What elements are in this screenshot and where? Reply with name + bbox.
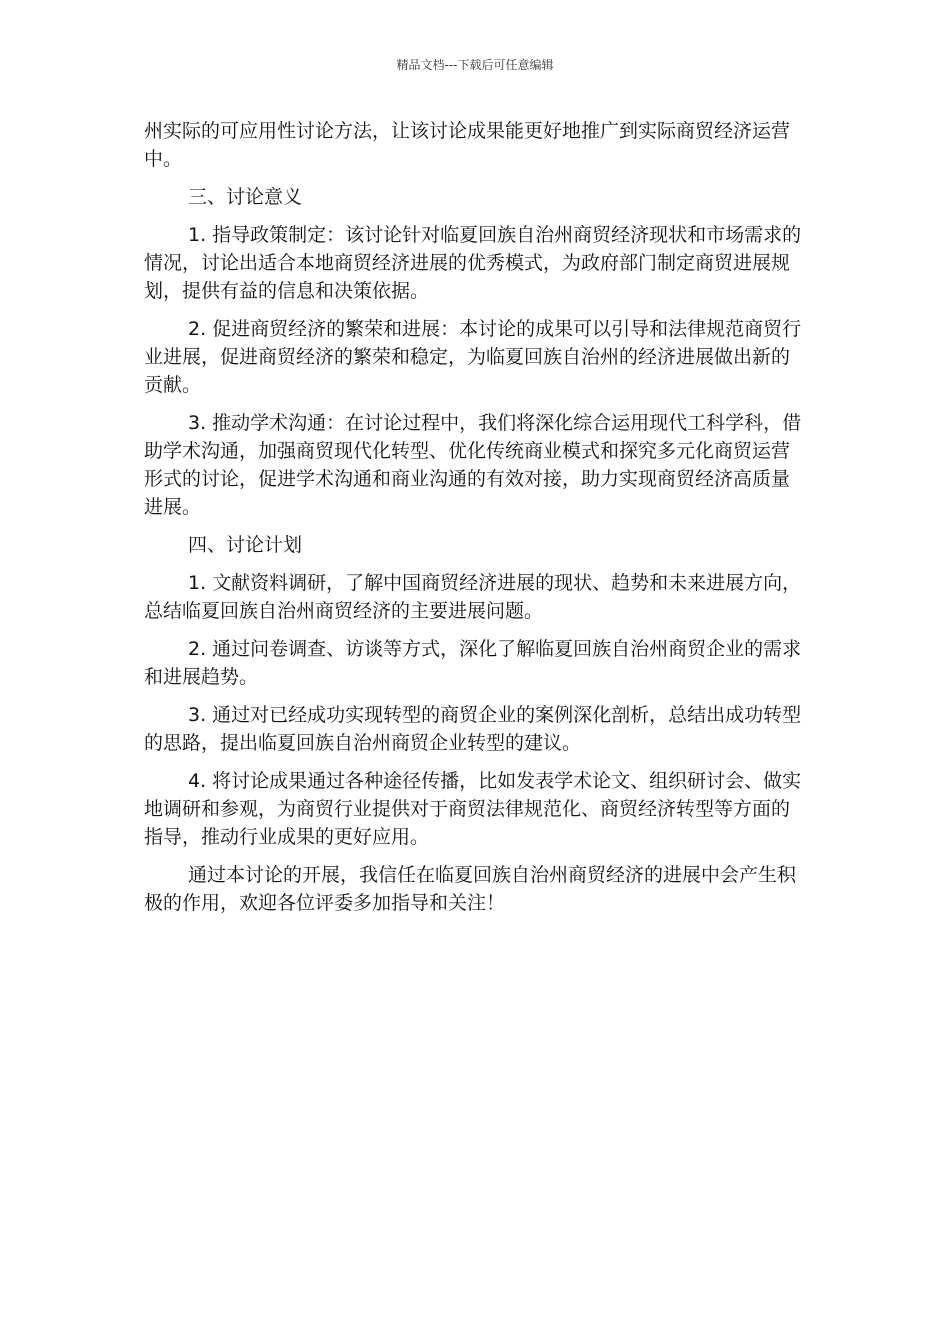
paragraph-significance-2: 2. 促进商贸经济的繁荣和进展：本讨论的成果可以引导和法律规范商贸行业进展，促进商贸经济的繁荣和稳定，为临夏回族自治州的经济进展做出新的贡献。 (144, 318, 802, 396)
paragraph-closing: 通过本讨论的开展，我信任在临夏回族自治州商贸经济的进展中会产生积极的作用，欢迎各位评委多加指导和关注！ (144, 864, 797, 914)
document-body (144, 117, 808, 927)
paragraph-plan-3: 3. 通过对已经成功实现转型的商贸企业的案例深化剖析，总结出成功转型的思路，提出临夏回族自治州商贸企业转型的建议。 (144, 704, 802, 754)
paragraph-significance-3: 3. 推动学术沟通：在讨论过程中，我们将深化综合运用现代工科学科，借助学术沟通，加强商贸现代化转型、优化传统商业模式和探究多元化商贸运营形式的讨论，促进学术沟通和商业沟通的有效对接，助力实现商贸经济高质量进展。 (144, 412, 802, 518)
paragraph-plan-2: 2. 通过问卷调查、访谈等方式，深化了解临夏回族自治州商贸企业的需求和进展趋势。 (144, 638, 802, 688)
page-header: 精品文档---下载后可任意编辑 (396, 58, 554, 72)
section-heading-significance: 三、讨论意义 (188, 186, 303, 208)
section-heading-plan: 四、讨论计划 (188, 534, 303, 556)
paragraph-plan-4: 4. 将讨论成果通过各种途径传播，比如发表学术论文、组织研讨会、做实地调研和参观，为商贸行业提供对于商贸法律规范化、商贸经济转型等方面的指导，推动行业成果的更好应用。 (144, 770, 802, 848)
paragraph-plan-1: 1. 文献资料调研，了解中国商贸经济进展的现状、趋势和未来进展方向，总结临夏回族自治州商贸经济的主要进展问题。 (144, 572, 802, 622)
paragraph-significance-1: 1. 指导政策制定：该讨论针对临夏回族自治州商贸经济现状和市场需求的情况，讨论出适合本地商贸经济进展的优秀模式，为政府部门制定商贸进展规划，提供有益的信息和决策依据。 (144, 224, 802, 302)
paragraph-continuation: 州实际的可应用性讨论方法，让该讨论成果能更好地推广到实际商贸经济运营中。 (144, 120, 791, 170)
